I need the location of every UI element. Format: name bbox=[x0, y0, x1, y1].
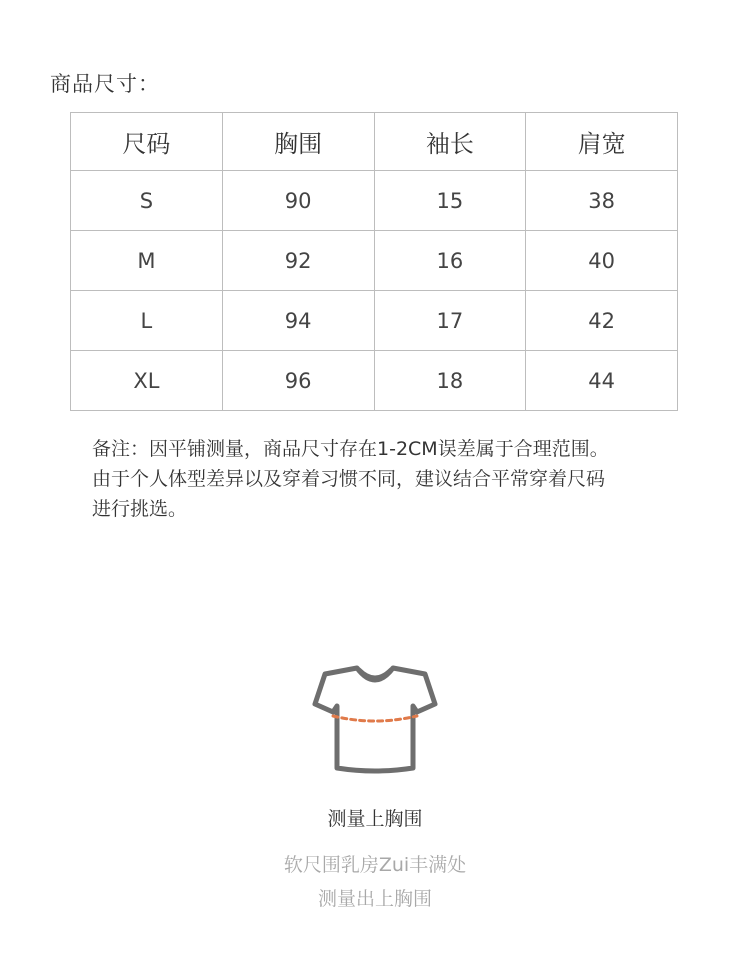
size-table bbox=[70, 112, 678, 411]
header-chest: 胸围 bbox=[222, 113, 374, 171]
note-line: 进行挑选。 bbox=[92, 498, 188, 520]
table-row bbox=[71, 231, 678, 291]
measure-desc-line: 软尺围乳房Zui丰满处 bbox=[283, 854, 467, 876]
measure-desc-line: 测量出上胸围 bbox=[317, 888, 432, 910]
size-cell: S bbox=[71, 171, 223, 231]
table-row bbox=[71, 351, 678, 411]
sleeve-cell: 16 bbox=[374, 231, 526, 291]
shoulder-cell: 42 bbox=[526, 291, 678, 351]
chest-cell: 92 bbox=[222, 231, 374, 291]
sleeve-cell: 15 bbox=[374, 171, 526, 231]
shoulder-cell: 44 bbox=[526, 351, 678, 411]
measure-description bbox=[0, 848, 750, 916]
table-row bbox=[71, 171, 678, 231]
header-shoulder: 肩宽 bbox=[526, 113, 678, 171]
shoulder-cell: 40 bbox=[526, 231, 678, 291]
size-cell: L bbox=[71, 291, 223, 351]
chest-cell: 90 bbox=[222, 171, 374, 231]
note-text bbox=[92, 434, 692, 524]
section-title: 商品尺寸： bbox=[50, 72, 160, 96]
header-sleeve: 袖长 bbox=[374, 113, 526, 171]
header-size: 尺码 bbox=[71, 113, 223, 171]
chest-cell: 96 bbox=[222, 351, 374, 411]
note-line: 由于个人体型差异以及穿着习惯不同，建议结合平常穿着尺码 bbox=[92, 468, 606, 490]
table-header-row bbox=[71, 113, 678, 171]
chest-cell: 94 bbox=[222, 291, 374, 351]
note-line: 备注：因平铺测量，商品尺寸存在1-2CM误差属于合理范围。 bbox=[92, 438, 609, 460]
sleeve-cell: 17 bbox=[374, 291, 526, 351]
sleeve-cell: 18 bbox=[374, 351, 526, 411]
measure-title: 测量上胸围 bbox=[327, 808, 423, 830]
table-row bbox=[71, 291, 678, 351]
size-cell: M bbox=[71, 231, 223, 291]
tshirt-icon bbox=[305, 658, 445, 778]
size-cell: XL bbox=[71, 351, 223, 411]
shoulder-cell: 38 bbox=[526, 171, 678, 231]
